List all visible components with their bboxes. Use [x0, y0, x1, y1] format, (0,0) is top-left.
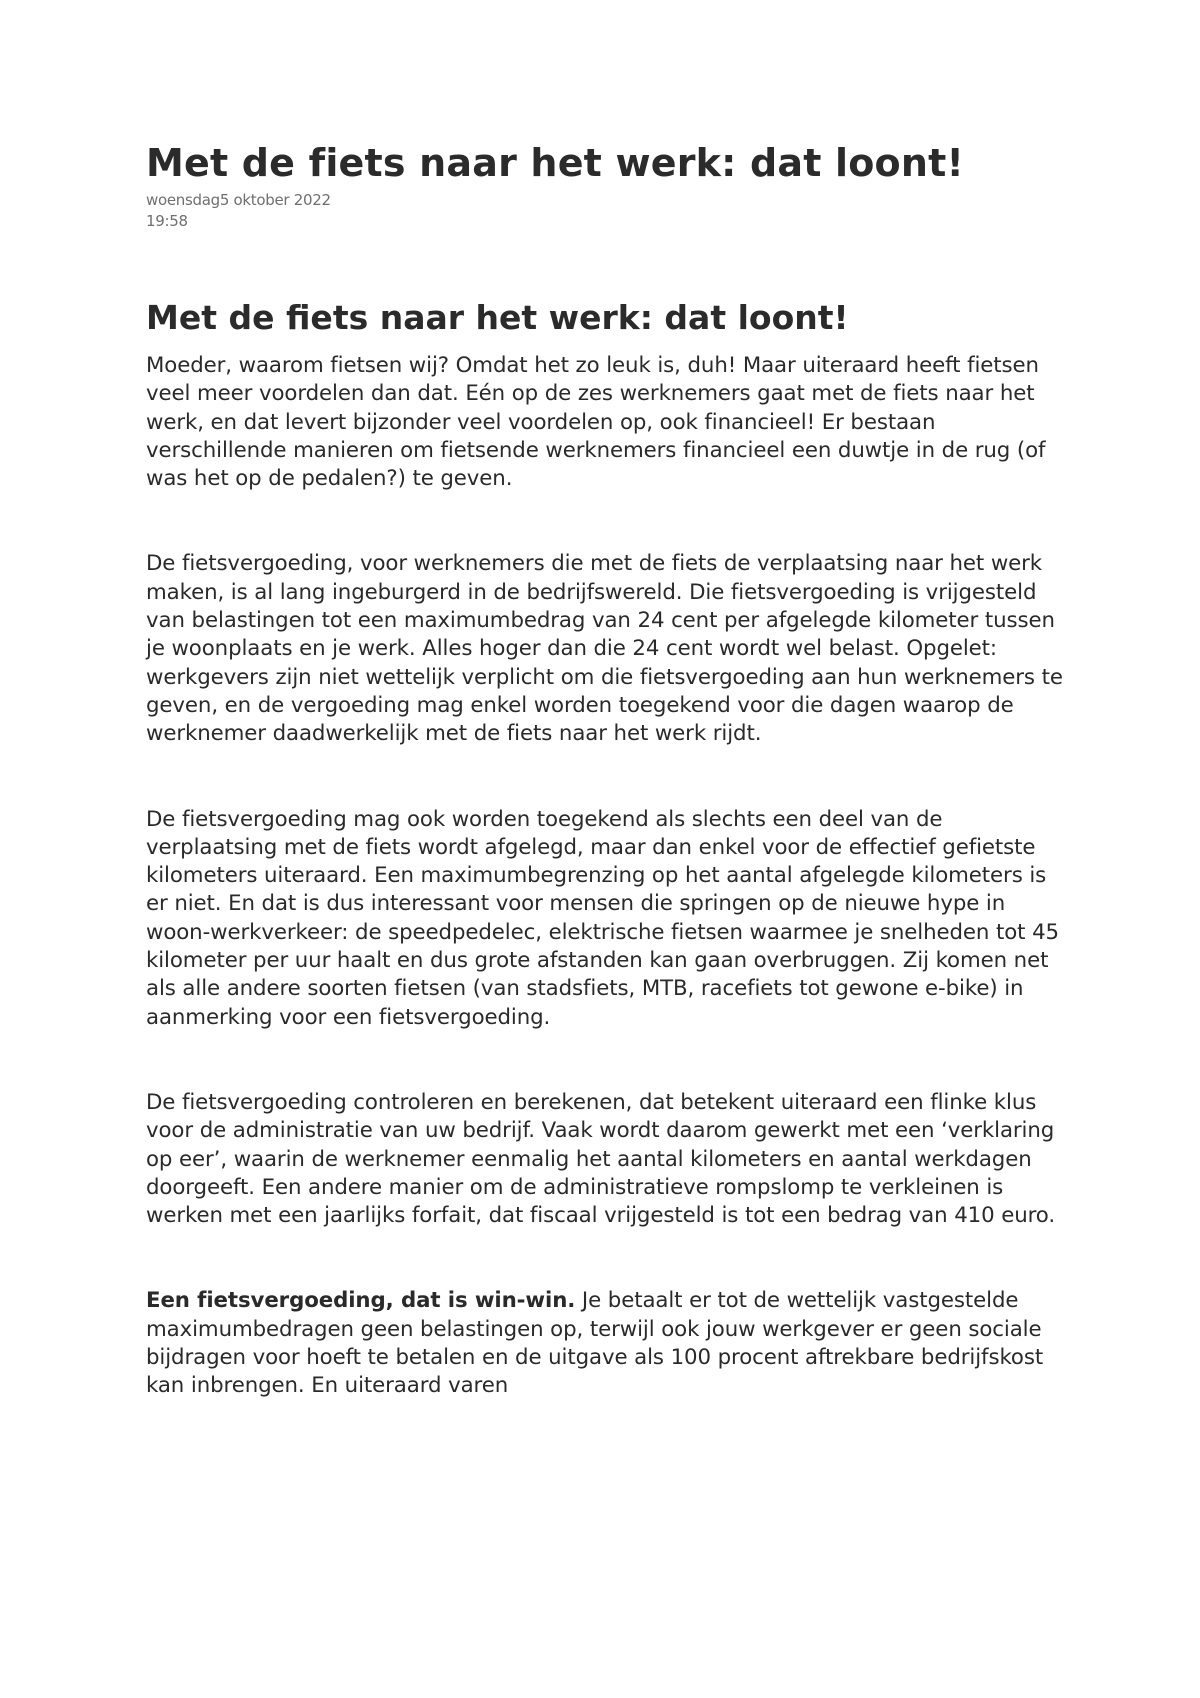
article-paragraph-1: Moeder, waarom fietsen wij? Omdat het zo leuk is, duh! Maar uiteraard heeft fietsen veel meer voordelen dan dat. Eén op de zes werknemers gaat met de fiets naar het werk, en dat levert bijzonder veel voordelen op, ook financieel! Er bestaan verschillende manieren om fietsende werknemers financieel een duwtje in de rug (of was het op de pedalen?) te geven. — [146, 353, 1046, 492]
article-heading: Met de fiets naar het werk: dat loont! — [146, 298, 849, 337]
article-paragraph-4: De fietsvergoeding controleren en berekenen, dat betekent uiteraard een flinke klus voor de administratie van uw bedrijf. Vaak wordt daarom gewerkt met een ‘verklaring op eer’, waarin de werknemer eenmalig het aantal kilometers en aantal werkdagen doorgeeft. Een andere manier om de administratieve rompslomp te verkleinen is werken met een jaarlijks forfait, dat fiscaal vrijgesteld is tot een bedrag van 410 euro. — [146, 1089, 1056, 1229]
document-title: Met de fiets naar het werk: dat loont! — [146, 141, 964, 185]
document-time: 19:58 — [146, 212, 188, 230]
document-meta — [146, 190, 1066, 232]
article-paragraph-2: De fietsvergoeding, voor werknemers die met de fiets de verplaatsing naar het werk maken, is al lang ingeburgerd in de bedrijfswereld. Die fietsvergoeding is vrijgesteld van belastingen tot een maximumbedrag van 24 cent per afgelegde kilometer tussen je woonplaats en je werk. Alles hoger dan die 24 cent wordt wel belast. Opgelet: werkgevers zijn niet wettelijk verplicht om die fietsvergoeding aan hun werknemers te geven, en de vergoeding mag enkel worden toegekend voor die dagen waarop de werknemer daadwerkelijk met de fiets naar het werk rijdt. — [146, 551, 1063, 747]
document-page — [146, 140, 1066, 1401]
article-paragraph-3: De fietsvergoeding mag ook worden toegekend als slechts een deel van de verplaatsing met de fiets wordt afgelegd, maar dan enkel voor de effectief gefietste kilometers uiteraard. Een maximumbegrenzing op het aantal afgelegde kilometers is er niet. En dat is dus interessant voor mensen die springen op de nieuwe hype in woon-werkverkeer: de speedpedelec, elektrische fietsen waarmee je snelheden tot 45 kilometer per uur haalt en dus grote afstanden kan gaan overbruggen. Zij komen net als alle andere soorten fietsen (van stadsfiets, MTB, racefiets tot gewone e-bike) in aanmerking voor een fietsvergoeding. — [146, 806, 1059, 1030]
paragraph-text: Je betaalt er tot de wettelijk vastgestelde maximumbedragen geen belastingen op, terwijl ook jouw werkgever er geen sociale bijdragen voor hoeft te betalen en de uitgave als 100 procent aftrekbare bedrijfskost kan inbrengen. En uiteraard varen — [146, 1288, 1044, 1399]
paragraph-bold-lead: Een fietsvergoeding, dat is win-win. — [146, 1288, 576, 1314]
article-paragraph-5 — [146, 1287, 1066, 1400]
document-date: woensdag5 oktober 2022 — [146, 191, 331, 209]
